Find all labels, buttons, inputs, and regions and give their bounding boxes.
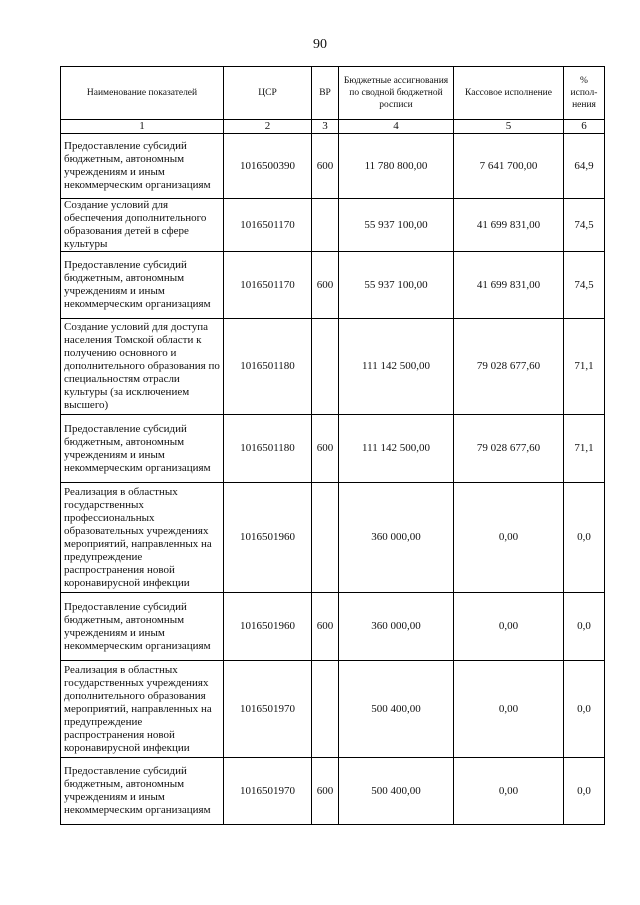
header-csr: ЦСР [224, 67, 312, 120]
row-name: Предоставление субсидий бюджетным, автономным учреждениям и иным некоммерческим организациям [61, 415, 224, 483]
row-cash-execution: 41 699 831,00 [454, 199, 564, 252]
row-cash-execution: 79 028 677,60 [454, 415, 564, 483]
row-assignments: 11 780 800,00 [339, 134, 454, 199]
row-vr: 600 [312, 252, 339, 319]
row-name: Предоставление субсидий бюджетным, автономным учреждениям и иным некоммерческим организациям [61, 758, 224, 825]
row-vr [312, 319, 339, 415]
table-row [61, 199, 605, 252]
row-percent: 74,5 [564, 199, 605, 252]
row-assignments: 111 142 500,00 [339, 319, 454, 415]
row-assignments: 500 400,00 [339, 758, 454, 825]
row-percent: 71,1 [564, 319, 605, 415]
table-row [61, 661, 605, 758]
column-number: 3 [312, 120, 339, 134]
table-header-row [61, 67, 605, 120]
row-vr [312, 483, 339, 593]
header-assignments: Бюджетные ассигнования по сводной бюджетной росписи [339, 67, 454, 120]
row-csr: 1016501970 [224, 758, 312, 825]
row-vr: 600 [312, 758, 339, 825]
row-assignments: 360 000,00 [339, 483, 454, 593]
row-name: Создание условий для обеспечения дополнительного образования детей в сфере культуры [61, 199, 224, 252]
column-number-row [61, 120, 605, 134]
row-percent: 64,9 [564, 134, 605, 199]
row-csr: 1016501970 [224, 661, 312, 758]
row-csr: 1016501960 [224, 483, 312, 593]
row-assignments: 55 937 100,00 [339, 199, 454, 252]
table-row [61, 593, 605, 661]
row-cash-execution: 0,00 [454, 758, 564, 825]
row-csr: 1016501180 [224, 319, 312, 415]
row-cash-execution: 7 641 700,00 [454, 134, 564, 199]
row-assignments: 111 142 500,00 [339, 415, 454, 483]
row-percent: 74,5 [564, 252, 605, 319]
row-cash-execution: 0,00 [454, 593, 564, 661]
row-percent: 0,0 [564, 661, 605, 758]
row-percent: 0,0 [564, 758, 605, 825]
header-percent: % испол-нения [564, 67, 605, 120]
row-csr: 1016501960 [224, 593, 312, 661]
row-percent: 0,0 [564, 483, 605, 593]
row-vr [312, 661, 339, 758]
table-row [61, 758, 605, 825]
row-cash-execution: 79 028 677,60 [454, 319, 564, 415]
row-vr [312, 199, 339, 252]
column-number: 5 [454, 120, 564, 134]
row-percent: 0,0 [564, 593, 605, 661]
row-name: Реализация в областных государственных профессиональных образовательных учреждениях мероприятий, направленных на предупреждение распространения новой коронавирусной инфекции [61, 483, 224, 593]
table-row [61, 415, 605, 483]
row-cash-execution: 0,00 [454, 483, 564, 593]
row-cash-execution: 0,00 [454, 661, 564, 758]
table-row [61, 319, 605, 415]
row-name: Создание условий для доступа населения Томской области к получению основного и дополнительного образования по специальностям отрасли культуры (за исключением высшего) [61, 319, 224, 415]
row-percent: 71,1 [564, 415, 605, 483]
column-number: 6 [564, 120, 605, 134]
table-row [61, 252, 605, 319]
row-csr: 1016501180 [224, 415, 312, 483]
table-row [61, 134, 605, 199]
header-vr: ВР [312, 67, 339, 120]
row-assignments: 55 937 100,00 [339, 252, 454, 319]
page-number: 90 [313, 37, 327, 52]
row-vr: 600 [312, 593, 339, 661]
row-name: Предоставление субсидий бюджетным, автономным учреждениям и иным некоммерческим организациям [61, 134, 224, 199]
row-assignments: 360 000,00 [339, 593, 454, 661]
row-csr: 1016501170 [224, 199, 312, 252]
table-row [61, 483, 605, 593]
row-assignments: 500 400,00 [339, 661, 454, 758]
row-vr: 600 [312, 134, 339, 199]
row-name: Предоставление субсидий бюджетным, автономным учреждениям и иным некоммерческим организациям [61, 252, 224, 319]
row-cash-execution: 41 699 831,00 [454, 252, 564, 319]
column-number: 1 [61, 120, 224, 134]
row-csr: 1016501170 [224, 252, 312, 319]
column-number: 2 [224, 120, 312, 134]
row-csr: 1016500390 [224, 134, 312, 199]
column-number: 4 [339, 120, 454, 134]
row-name: Реализация в областных государственных учреждениях дополнительного образования мероприятий, направленных на предупреждение распространения новой коронавирусной инфекции [61, 661, 224, 758]
header-cash-execution: Кассовое исполнение [454, 67, 564, 120]
budget-execution-table [60, 66, 605, 825]
header-name: Наименование показателей [61, 67, 224, 120]
row-name: Предоставление субсидий бюджетным, автономным учреждениям и иным некоммерческим организациям [61, 593, 224, 661]
row-vr: 600 [312, 415, 339, 483]
